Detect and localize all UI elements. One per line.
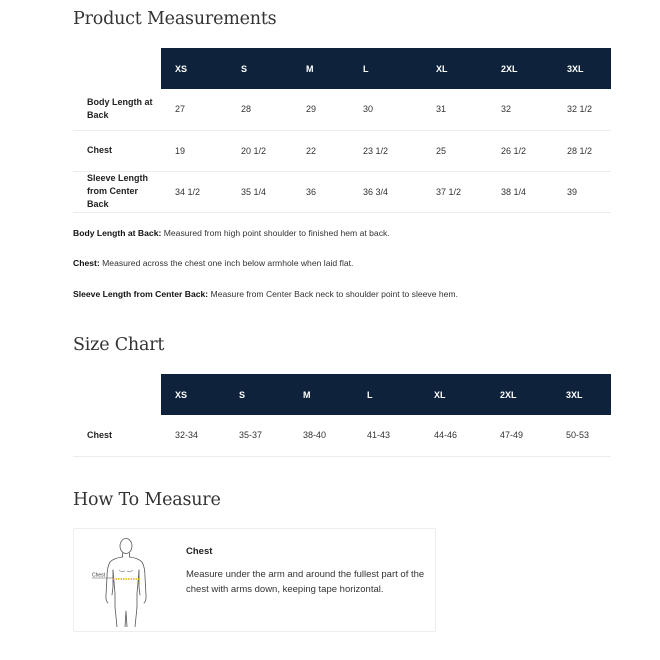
table-row bbox=[73, 171, 611, 212]
row-label: Body Length at Back bbox=[73, 89, 161, 130]
table-cell: 36 3/4 bbox=[349, 171, 422, 212]
table-cell: 47-49 bbox=[486, 415, 552, 456]
table-cell: 27 bbox=[161, 89, 227, 130]
size-header: L bbox=[353, 374, 420, 415]
table-cell: 32-34 bbox=[161, 415, 225, 456]
table-cell: 32 1/2 bbox=[553, 89, 611, 130]
table-cell: 19 bbox=[161, 130, 227, 171]
how-to-measure-title: How To Measure bbox=[73, 490, 221, 510]
measurements-header-row bbox=[73, 48, 611, 89]
table-cell: 37 1/2 bbox=[422, 171, 487, 212]
note-text: Measured across the chest one inch below armhole when laid flat. bbox=[99, 258, 354, 268]
table-cell: 41-43 bbox=[353, 415, 420, 456]
table-cell: 38 1/4 bbox=[487, 171, 553, 212]
product-measurements-title: Product Measurements bbox=[73, 9, 277, 29]
table-row bbox=[73, 89, 611, 130]
product-measurements-table bbox=[73, 48, 611, 213]
table-cell: 31 bbox=[422, 89, 487, 130]
table-cell: 39 bbox=[553, 171, 611, 212]
table-cell: 36 bbox=[292, 171, 349, 212]
table-cell: 26 1/2 bbox=[487, 130, 553, 171]
table-row bbox=[73, 415, 611, 456]
table-cell: 22 bbox=[292, 130, 349, 171]
size-header: L bbox=[349, 48, 422, 89]
table-cell: 44-46 bbox=[420, 415, 486, 456]
table-cell: 28 bbox=[227, 89, 292, 130]
size-chart-header-row bbox=[73, 374, 611, 415]
note-term: Sleeve Length from Center Back: bbox=[73, 289, 209, 299]
size-header: S bbox=[227, 48, 292, 89]
note-text: Measured from high point shoulder to finished hem at back. bbox=[161, 228, 390, 238]
table-cell: 50-53 bbox=[552, 415, 611, 456]
table-cell: 25 bbox=[422, 130, 487, 171]
size-header: XS bbox=[161, 374, 225, 415]
size-header: XL bbox=[422, 48, 487, 89]
size-header: 2XL bbox=[487, 48, 553, 89]
row-label: Chest bbox=[73, 130, 161, 171]
chest-note bbox=[73, 258, 353, 268]
table-row bbox=[73, 130, 611, 171]
how-to-measure-card bbox=[73, 528, 436, 632]
size-header: 3XL bbox=[552, 374, 611, 415]
row-label: Sleeve Length from Center Back bbox=[73, 171, 161, 212]
body-figure-icon bbox=[86, 537, 162, 627]
size-header: M bbox=[292, 48, 349, 89]
size-chart-table bbox=[73, 374, 611, 457]
table-cell: 38-40 bbox=[289, 415, 353, 456]
note-term: Body Length at Back: bbox=[73, 228, 162, 238]
size-header: S bbox=[225, 374, 289, 415]
note-term: Chest: bbox=[73, 258, 100, 268]
table-cell: 32 bbox=[487, 89, 553, 130]
size-chart-title: Size Chart bbox=[73, 335, 165, 355]
note-text: Measure from Center Back neck to shoulder point to sleeve hem. bbox=[208, 289, 458, 299]
sleeve-length-note bbox=[73, 289, 458, 299]
table-cell: 20 1/2 bbox=[227, 130, 292, 171]
table-cell: 35 1/4 bbox=[227, 171, 292, 212]
header-corner bbox=[73, 374, 161, 415]
table-cell: 29 bbox=[292, 89, 349, 130]
size-header: 3XL bbox=[553, 48, 611, 89]
figure-label: Chest bbox=[92, 572, 106, 579]
size-header: 2XL bbox=[486, 374, 552, 415]
table-cell: 34 1/2 bbox=[161, 171, 227, 212]
size-header: XS bbox=[161, 48, 227, 89]
table-cell: 30 bbox=[349, 89, 422, 130]
header-corner bbox=[73, 48, 161, 89]
table-cell: 28 1/2 bbox=[553, 130, 611, 171]
size-header: XL bbox=[420, 374, 486, 415]
table-cell: 35-37 bbox=[225, 415, 289, 456]
how-to-text: Measure under the arm and around the fullest part of the chest with arms down, keeping tape horizontal. bbox=[186, 569, 425, 595]
how-to-title: Chest bbox=[186, 546, 213, 557]
body-length-note bbox=[73, 228, 390, 238]
row-label: Chest bbox=[73, 415, 161, 456]
size-header: M bbox=[289, 374, 353, 415]
table-cell: 23 1/2 bbox=[349, 130, 422, 171]
